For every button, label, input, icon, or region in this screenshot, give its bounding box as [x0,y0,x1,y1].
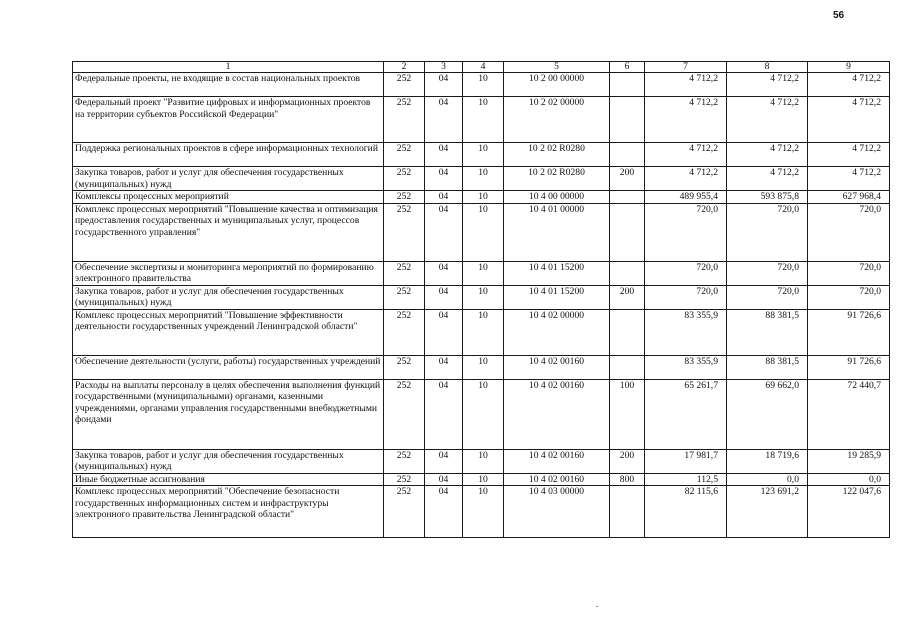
row-subsection: 10 [463,486,504,538]
row-target-article: 10 2 00 00000 [504,73,610,97]
row-year-3: 0,0 [808,473,890,486]
row-subsection: 10 [463,167,504,191]
row-target-article: 10 4 02 00160 [504,449,610,473]
budget-table [72,61,890,538]
table-row [73,379,890,449]
header-cell: 4 [463,62,504,73]
row-name: Закупка товаров, работ и услуг для обеспечения государственных (муниципальных) нужд [73,449,384,473]
row-expense-type: 200 [610,167,645,191]
row-expense-type [610,309,645,355]
row-expense-type [610,143,645,167]
row-expense-type: 200 [610,285,645,309]
header-cell: 1 [73,62,384,73]
header-cell: 3 [425,62,463,73]
header-cell: 7 [645,62,727,73]
row-subsection: 10 [463,449,504,473]
row-year-2: 4 712,2 [727,167,808,191]
row-chapter: 252 [384,449,425,473]
row-year-1: 82 115,6 [645,486,727,538]
row-year-2: 88 381,5 [727,309,808,355]
header-cell: 2 [384,62,425,73]
row-year-1: 720,0 [645,285,727,309]
row-year-3: 91 726,6 [808,309,890,355]
row-year-2: 0,0 [727,473,808,486]
table-row [73,449,890,473]
table-row [73,473,890,486]
row-target-article: 10 4 02 00000 [504,309,610,355]
row-subsection: 10 [463,285,504,309]
row-name: Расходы на выплаты персоналу в целях обеспечения выполнения функций государственными (муниципальными) органами, казенными учреждениями, органами управления государственными внебюджетными фондами [73,379,384,449]
row-year-1: 4 712,2 [645,73,727,97]
row-year-1: 4 712,2 [645,97,727,143]
row-target-article: 10 2 02 00000 [504,97,610,143]
row-year-3: 720,0 [808,285,890,309]
row-subsection: 10 [463,203,504,261]
header-cell: 5 [504,62,610,73]
row-section: 04 [425,261,463,285]
row-subsection: 10 [463,309,504,355]
row-name: Комплекс процессных мероприятий "Повышение качества и оптимизация предоставления государственных и муниципальных услуг, процессов государственного управления" [73,203,384,261]
row-subsection: 10 [463,355,504,379]
row-year-1: 489 955,4 [645,191,727,204]
row-chapter: 252 [384,261,425,285]
row-year-1: 720,0 [645,203,727,261]
header-cell: 6 [610,62,645,73]
row-year-3: 720,0 [808,203,890,261]
row-name: Закупка товаров, работ и услуг для обеспечения государственных (муниципальных) нужд [73,285,384,309]
row-year-3: 122 047,6 [808,486,890,538]
row-year-2: 593 875,8 [727,191,808,204]
row-expense-type [610,486,645,538]
row-section: 04 [425,143,463,167]
row-section: 04 [425,355,463,379]
row-chapter: 252 [384,285,425,309]
row-target-article: 10 4 01 00000 [504,203,610,261]
row-subsection: 10 [463,73,504,97]
row-year-2: 69 662,0 [727,379,808,449]
row-target-article: 10 4 01 15200 [504,261,610,285]
row-name: Обеспечение экспертизы и мониторинга мероприятий по формированию электронного правительства [73,261,384,285]
table-row [73,191,890,204]
row-target-article: 10 4 03 00000 [504,486,610,538]
row-chapter: 252 [384,355,425,379]
row-year-2: 4 712,2 [727,73,808,97]
row-chapter: 252 [384,379,425,449]
row-year-2: 720,0 [727,261,808,285]
row-section: 04 [425,167,463,191]
row-name: Поддержка региональных проектов в сфере информационных технологий [73,143,384,167]
row-year-3: 720,0 [808,261,890,285]
row-name: Иные бюджетные ассигнования [73,473,384,486]
row-chapter: 252 [384,191,425,204]
row-expense-type [610,203,645,261]
row-subsection: 10 [463,261,504,285]
row-year-2: 720,0 [727,203,808,261]
row-chapter: 252 [384,486,425,538]
row-section: 04 [425,73,463,97]
row-expense-type [610,191,645,204]
row-year-2: 4 712,2 [727,97,808,143]
table-row [73,203,890,261]
row-expense-type [610,261,645,285]
row-year-2: 4 712,2 [727,143,808,167]
row-section: 04 [425,285,463,309]
row-expense-type [610,97,645,143]
table-row [73,285,890,309]
row-year-3: 4 712,2 [808,97,890,143]
page-number: 56 [833,10,845,21]
row-year-2: 88 381,5 [727,355,808,379]
row-year-1: 720,0 [645,261,727,285]
row-name: Закупка товаров, работ и услуг для обеспечения государственных (муниципальных) нужд [73,167,384,191]
table-row [73,355,890,379]
row-name: Комплексы процессных мероприятий [73,191,384,204]
row-section: 04 [425,486,463,538]
table-row [73,261,890,285]
header-cell: 9 [808,62,890,73]
row-year-1: 65 261,7 [645,379,727,449]
row-chapter: 252 [384,143,425,167]
row-year-3: 91 726,6 [808,355,890,379]
row-name: Обеспечение деятельности (услуги, работы) государственных учреждений [73,355,384,379]
row-expense-type: 800 [610,473,645,486]
row-subsection: 10 [463,473,504,486]
row-chapter: 252 [384,167,425,191]
row-subsection: 10 [463,191,504,204]
row-chapter: 252 [384,203,425,261]
row-year-1: 4 712,2 [645,167,727,191]
row-chapter: 252 [384,309,425,355]
row-name: Комплекс процессных мероприятий "Повышение эффективности деятельности государственных учреждений Ленинградской области" [73,309,384,355]
row-section: 04 [425,449,463,473]
row-expense-type [610,73,645,97]
row-target-article: 10 4 02 00160 [504,473,610,486]
row-subsection: 10 [463,97,504,143]
row-expense-type: 100 [610,379,645,449]
row-chapter: 252 [384,473,425,486]
row-year-1: 83 355,9 [645,309,727,355]
row-target-article: 10 4 01 15200 [504,285,610,309]
row-target-article: 10 2 02 R0280 [504,143,610,167]
row-section: 04 [425,379,463,449]
row-section: 04 [425,97,463,143]
row-chapter: 252 [384,97,425,143]
row-chapter: 252 [384,73,425,97]
row-year-1: 112,5 [645,473,727,486]
table-row [73,97,890,143]
row-expense-type: 200 [610,449,645,473]
row-year-3: 72 440,7 [808,379,890,449]
row-target-article: 10 4 02 00160 [504,379,610,449]
row-year-1: 83 355,9 [645,355,727,379]
row-year-3: 4 712,2 [808,73,890,97]
row-year-3: 627 968,4 [808,191,890,204]
row-year-2: 123 691,2 [727,486,808,538]
row-year-3: 19 285,9 [808,449,890,473]
table-row [73,167,890,191]
scan-speck [596,606,598,607]
header-cell: 8 [727,62,808,73]
row-target-article: 10 4 00 00000 [504,191,610,204]
row-year-2: 720,0 [727,285,808,309]
row-target-article: 10 4 02 00160 [504,355,610,379]
row-subsection: 10 [463,143,504,167]
row-section: 04 [425,203,463,261]
table-row [73,309,890,355]
table-row [73,486,890,538]
row-year-1: 17 981,7 [645,449,727,473]
row-section: 04 [425,309,463,355]
row-section: 04 [425,191,463,204]
row-name: Федеральные проекты, не входящие в состав национальных проектов [73,73,384,97]
row-year-3: 4 712,2 [808,143,890,167]
row-subsection: 10 [463,379,504,449]
row-year-1: 4 712,2 [645,143,727,167]
row-section: 04 [425,473,463,486]
table-row [73,143,890,167]
row-year-3: 4 712,2 [808,167,890,191]
row-name: Комплекс процессных мероприятий "Обеспечение безопасности государственных информационных систем и инфраструктуры электронного правительства Ленинградской области" [73,486,384,538]
header-row [73,62,890,73]
row-name: Федеральный проект "Развитие цифровых и информационных проектов на территории субъектов Российской Федерации" [73,97,384,143]
row-expense-type [610,355,645,379]
table-row [73,73,890,97]
row-target-article: 10 2 02 R0280 [504,167,610,191]
row-year-2: 18 719,6 [727,449,808,473]
